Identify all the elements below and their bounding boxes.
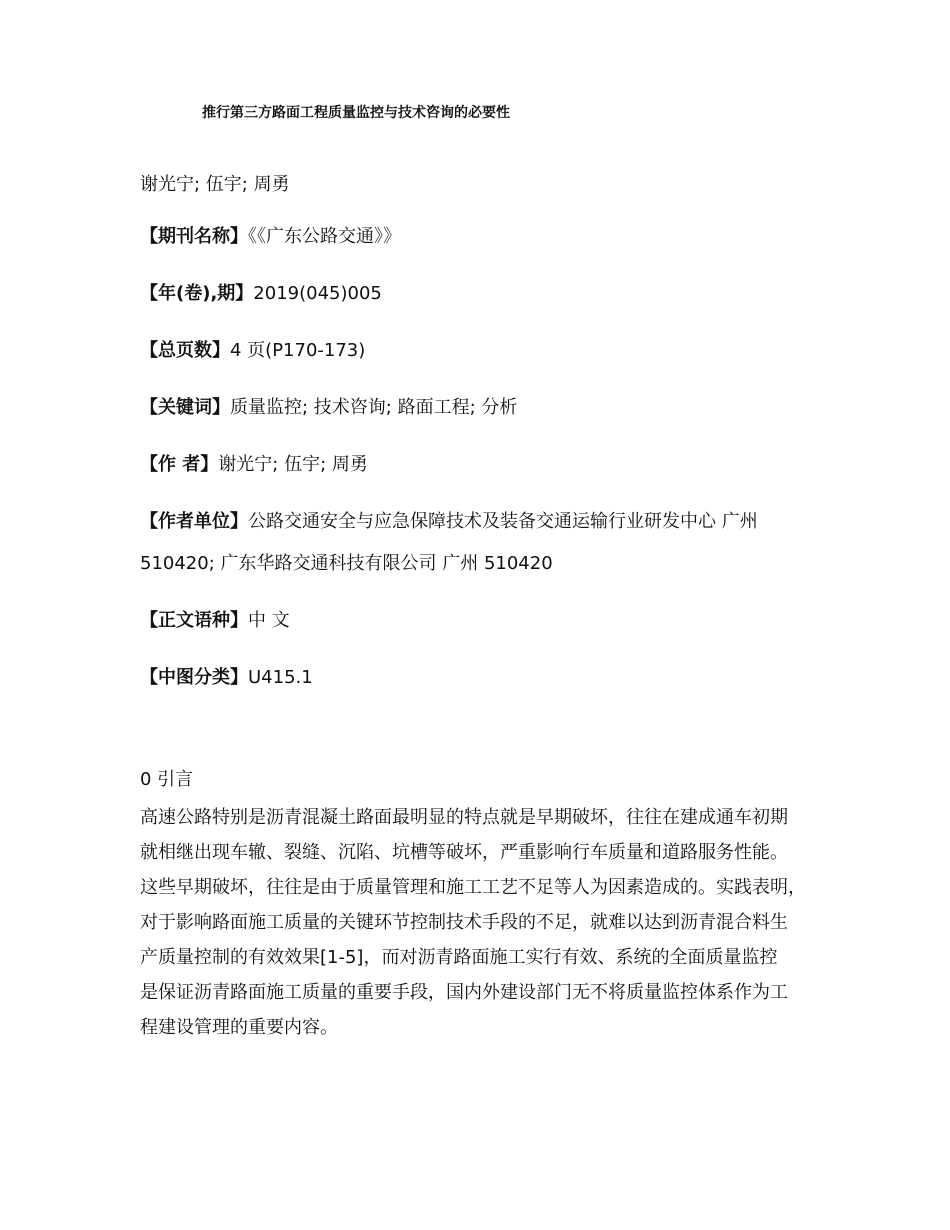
meta-issue-label: 【年(卷),期】: [140, 283, 254, 304]
meta-classification-value: U415.1: [248, 667, 313, 688]
meta-affiliation-value-2: 510420; 广东华路交通科技有限公司 广州 510420: [140, 553, 553, 574]
meta-issue-value: 2019(045)005: [253, 283, 382, 304]
meta-affiliation-label: 【作者单位】: [140, 511, 248, 532]
meta-keywords: [140, 396, 517, 420]
section-body: [140, 800, 830, 1045]
meta-author-label: 【作 者】: [140, 454, 219, 475]
meta-language: [140, 609, 290, 633]
paragraph-line: 程建设管理的重要内容。: [140, 1017, 338, 1038]
meta-pages: [140, 339, 365, 363]
meta-pages-value: 4 页(P170-173): [230, 340, 366, 361]
meta-journal-value: 《《广东公路交通》》: [248, 226, 401, 247]
paragraph-line: 是保证沥青路面施工质量的重要手段，国内外建设部门无不将质量监控体系作为工: [140, 982, 788, 1003]
meta-classification: [140, 666, 313, 690]
paragraph-line: 产质量控制的有效效果[1-5]，而对沥青路面施工实行有效、系统的全面质量监控: [140, 947, 778, 968]
meta-pages-label: 【总页数】: [140, 340, 230, 361]
meta-affiliation: [140, 501, 820, 585]
meta-journal: [140, 225, 401, 249]
paragraph-line: 高速公路特别是沥青混凝土路面最明显的特点就是早期破坏，往往在建成通车初期: [140, 807, 788, 828]
meta-author-value: 谢光宁; 伍宇; 周勇: [218, 454, 368, 475]
paragraph-line: 这些早期破坏，往往是由于质量管理和施工工艺不足等人为因素造成的。实践表明，: [140, 877, 806, 898]
paragraph-line: 对于影响路面施工质量的关键环节控制技术手段的不足，就难以达到沥青混合料生: [140, 912, 788, 933]
document-title: 推行第三方路面工程质量监控与技术咨询的必要性: [202, 105, 510, 121]
author-list: 谢光宁; 伍宇; 周勇: [140, 174, 290, 195]
meta-issue: [140, 282, 382, 306]
meta-language-value: 中 文: [248, 610, 290, 631]
meta-author: [140, 453, 368, 477]
meta-classification-label: 【中图分类】: [140, 667, 248, 688]
meta-keywords-label: 【关键词】: [140, 397, 230, 418]
meta-language-label: 【正文语种】: [140, 610, 248, 631]
meta-journal-label: 【期刊名称】: [140, 226, 248, 247]
meta-affiliation-line1: [140, 501, 820, 543]
section-heading: 0 引言: [140, 769, 194, 790]
meta-keywords-value: 质量监控; 技术咨询; 路面工程; 分析: [230, 397, 518, 418]
meta-affiliation-value-1: 公路交通安全与应急保障技术及装备交通运输行业研发中心 广州: [248, 511, 758, 532]
paragraph-line: 就相继出现车辙、裂缝、沉陷、坑槽等破坏，严重影响行车质量和道路服务性能。: [140, 842, 788, 863]
